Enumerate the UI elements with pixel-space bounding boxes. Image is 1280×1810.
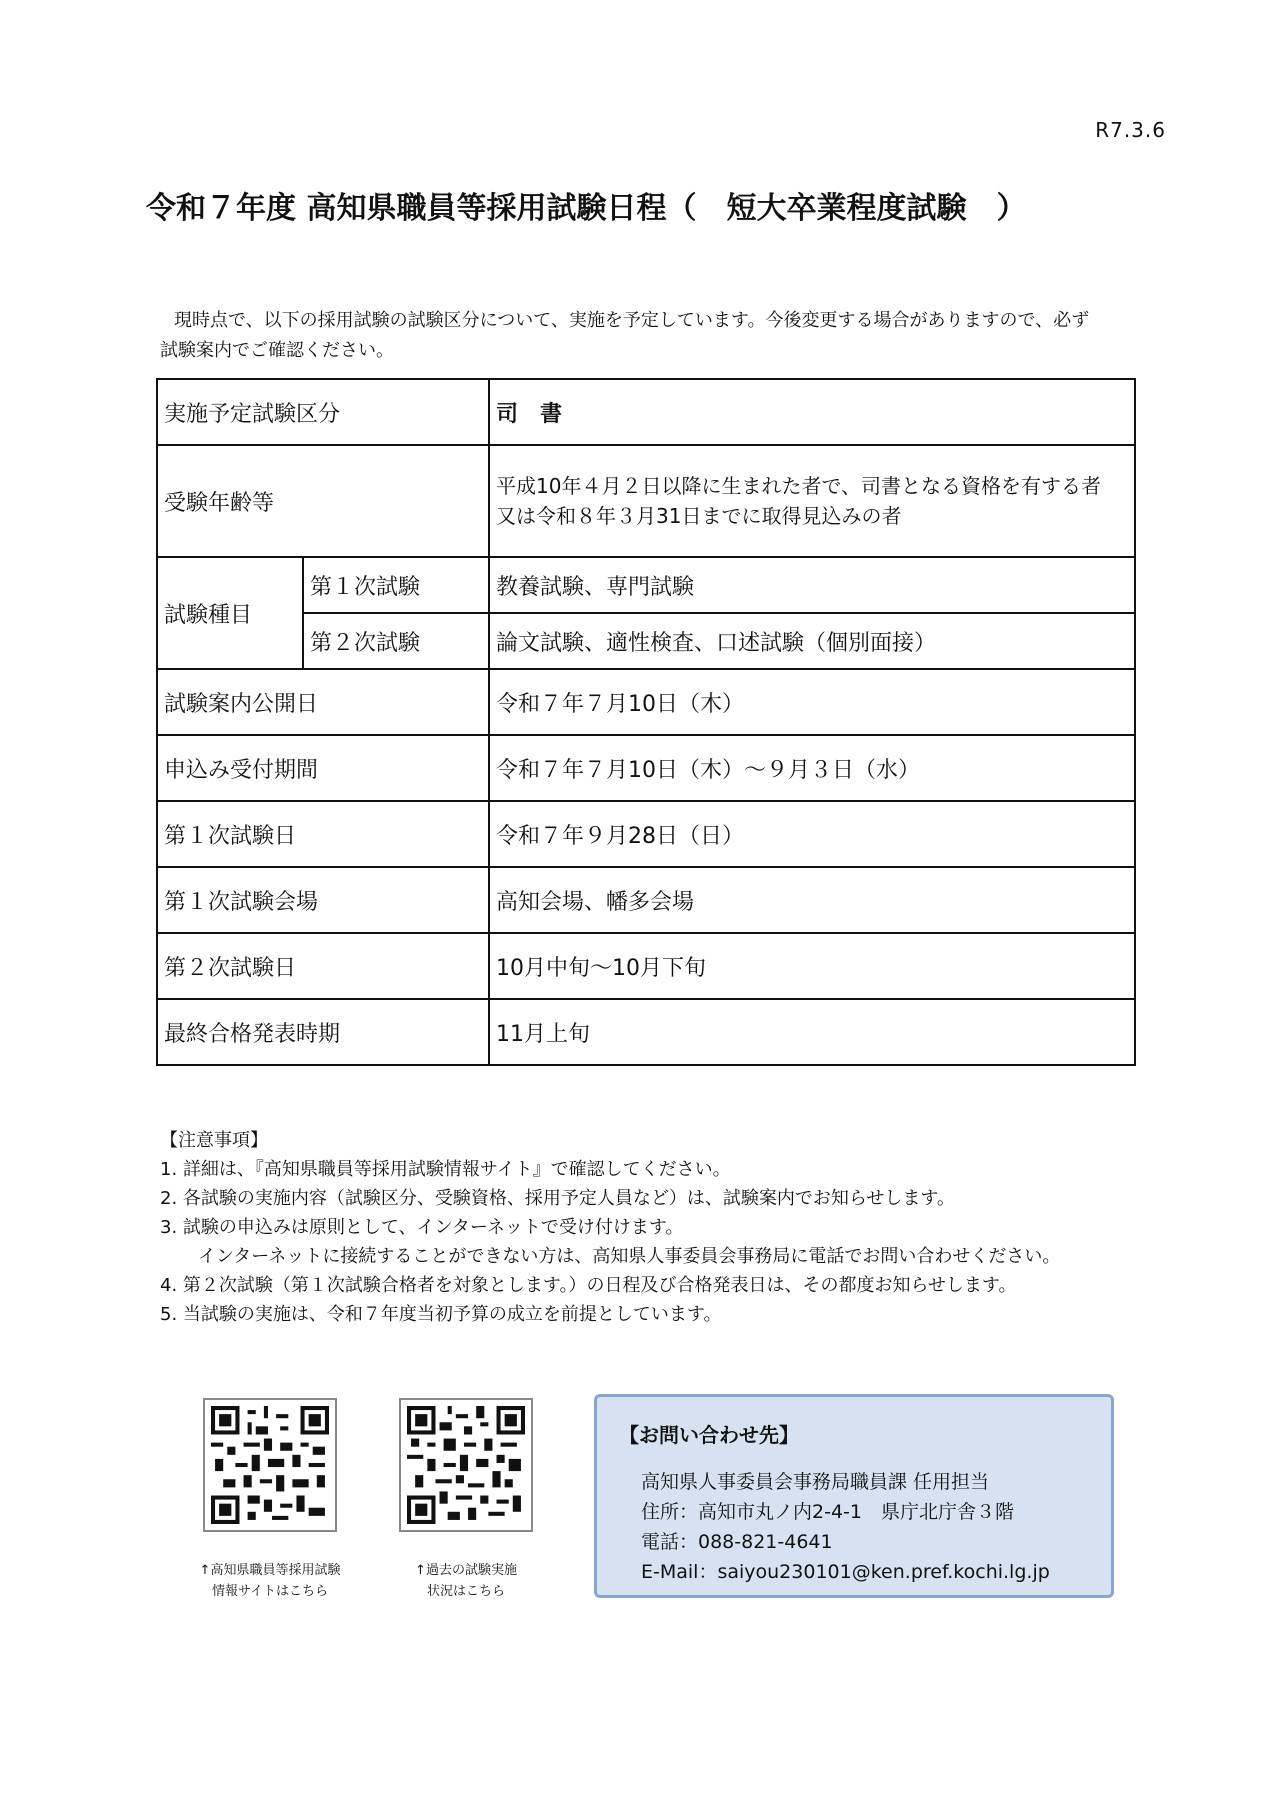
contact-heading: 【お問い合わせ先】 xyxy=(619,1423,799,1447)
result-label: 最終合格発表時期 xyxy=(157,999,489,1065)
contact-dept: 高知県人事委員会事務局職員課 任用担当 xyxy=(641,1471,990,1493)
age-value-line-1: 平成10年４月２日以降に生まれた者で、司書となる資格を有する者 xyxy=(496,474,1102,498)
note-item: 4. 第２次試験（第１次試験合格者を対象とします。）の日程及び合格発表日は、その都度お知らせします。 xyxy=(160,1275,1017,1296)
first-date-value: 令和７年９月28日（日） xyxy=(489,801,1135,867)
exam-type-label: 試験種目 xyxy=(157,557,303,669)
document-date: R7.3.6 xyxy=(1095,118,1166,142)
age-value xyxy=(489,445,1135,557)
first-exam-label: 第１次試験 xyxy=(303,557,489,613)
second-exam-value: 論文試験、適性検査、口述試験（個別面接） xyxy=(489,613,1135,669)
note-item: 2. 各試験の実施内容（試験区分、受験資格、採用予定人員など）は、試験案内でお知らせします。 xyxy=(160,1188,955,1209)
notes-heading: 【注意事項】 xyxy=(160,1130,268,1151)
table-row xyxy=(157,867,1135,933)
qr-site-caption-line-1: ↑高知県職員等採用試験 xyxy=(199,1563,341,1578)
qr-past-block xyxy=(366,1398,566,1602)
qr-site-block xyxy=(150,1398,390,1602)
contact-phone: 電話：088-821-4641 xyxy=(641,1531,833,1553)
notes-section xyxy=(160,1126,1120,1329)
qr-past-code[interactable] xyxy=(399,1398,533,1532)
note-item: 3. 試験の申込みは原則として、インターネットで受け付けます。 xyxy=(160,1217,684,1238)
note-item: 5. 当試験の実施は、令和７年度当初予算の成立を前提としています。 xyxy=(160,1304,722,1325)
category-value: 司 書 xyxy=(489,379,1135,445)
table-row xyxy=(157,669,1135,735)
qr-site-code[interactable] xyxy=(203,1398,337,1532)
qr-site-caption xyxy=(150,1560,390,1602)
age-value-line-2: 又は令和８年３月31日までに取得見込みの者 xyxy=(496,504,902,528)
second-date-value: 10月中旬～10月下旬 xyxy=(489,933,1135,999)
table-row xyxy=(157,379,1135,445)
schedule-table xyxy=(156,378,1136,1066)
application-value: 令和７年７月10日（木）～９月３日（水） xyxy=(489,735,1135,801)
intro-line-1: 現時点で、以下の採用試験の試験区分について、実施を予定しています。今後変更する場合がありますので、必ず xyxy=(174,310,1090,331)
intro-line-2: 試験案内でご確認ください。 xyxy=(160,340,394,361)
first-venue-label: 第１次試験会場 xyxy=(157,867,489,933)
age-label: 受験年齢等 xyxy=(157,445,489,557)
intro-text xyxy=(160,306,1120,366)
note-item: インターネットに接続することができない方は、高知県人事委員会事務局に電話でお問い合わせください。 xyxy=(198,1246,1061,1267)
contact-address: 住所：高知市丸ノ内2-4-1 県庁北庁舎３階 xyxy=(641,1501,1014,1523)
table-row xyxy=(157,445,1135,557)
result-value: 11月上旬 xyxy=(489,999,1135,1065)
note-item: 1. 詳細は、『高知県職員等採用試験情報サイト』で確認してください。 xyxy=(160,1159,731,1180)
table-row xyxy=(157,735,1135,801)
qr-code-icon xyxy=(407,1406,525,1524)
table-row xyxy=(157,933,1135,999)
contact-email[interactable]: E-Mail：saiyou230101@ken.pref.kochi.lg.jp xyxy=(641,1561,1050,1583)
page-title: 令和７年度 高知県職員等採用試験日程（ 短大卒業程度試験 ） xyxy=(146,191,1027,226)
first-exam-value: 教養試験、専門試験 xyxy=(489,557,1135,613)
table-row xyxy=(157,801,1135,867)
qr-code-icon xyxy=(211,1406,329,1524)
qr-past-caption-line-1: ↑過去の試験実施 xyxy=(415,1563,517,1578)
first-venue-value: 高知会場、幡多会場 xyxy=(489,867,1135,933)
qr-past-caption-line-2: 状況はこちら xyxy=(426,1584,505,1599)
second-date-label: 第２次試験日 xyxy=(157,933,489,999)
qr-site-caption-line-2: 情報サイトはこちら xyxy=(211,1584,329,1599)
guide-date-label: 試験案内公開日 xyxy=(157,669,489,735)
guide-date-value: 令和７年７月10日（木） xyxy=(489,669,1135,735)
second-exam-label: 第２次試験 xyxy=(303,613,489,669)
first-date-label: 第１次試験日 xyxy=(157,801,489,867)
category-label: 実施予定試験区分 xyxy=(157,379,489,445)
table-row xyxy=(157,999,1135,1065)
table-row xyxy=(157,557,1135,613)
qr-past-caption xyxy=(366,1560,566,1602)
contact-lines xyxy=(641,1467,1050,1587)
table-row xyxy=(157,613,1135,669)
contact-box xyxy=(594,1394,1114,1598)
application-label: 申込み受付期間 xyxy=(157,735,489,801)
